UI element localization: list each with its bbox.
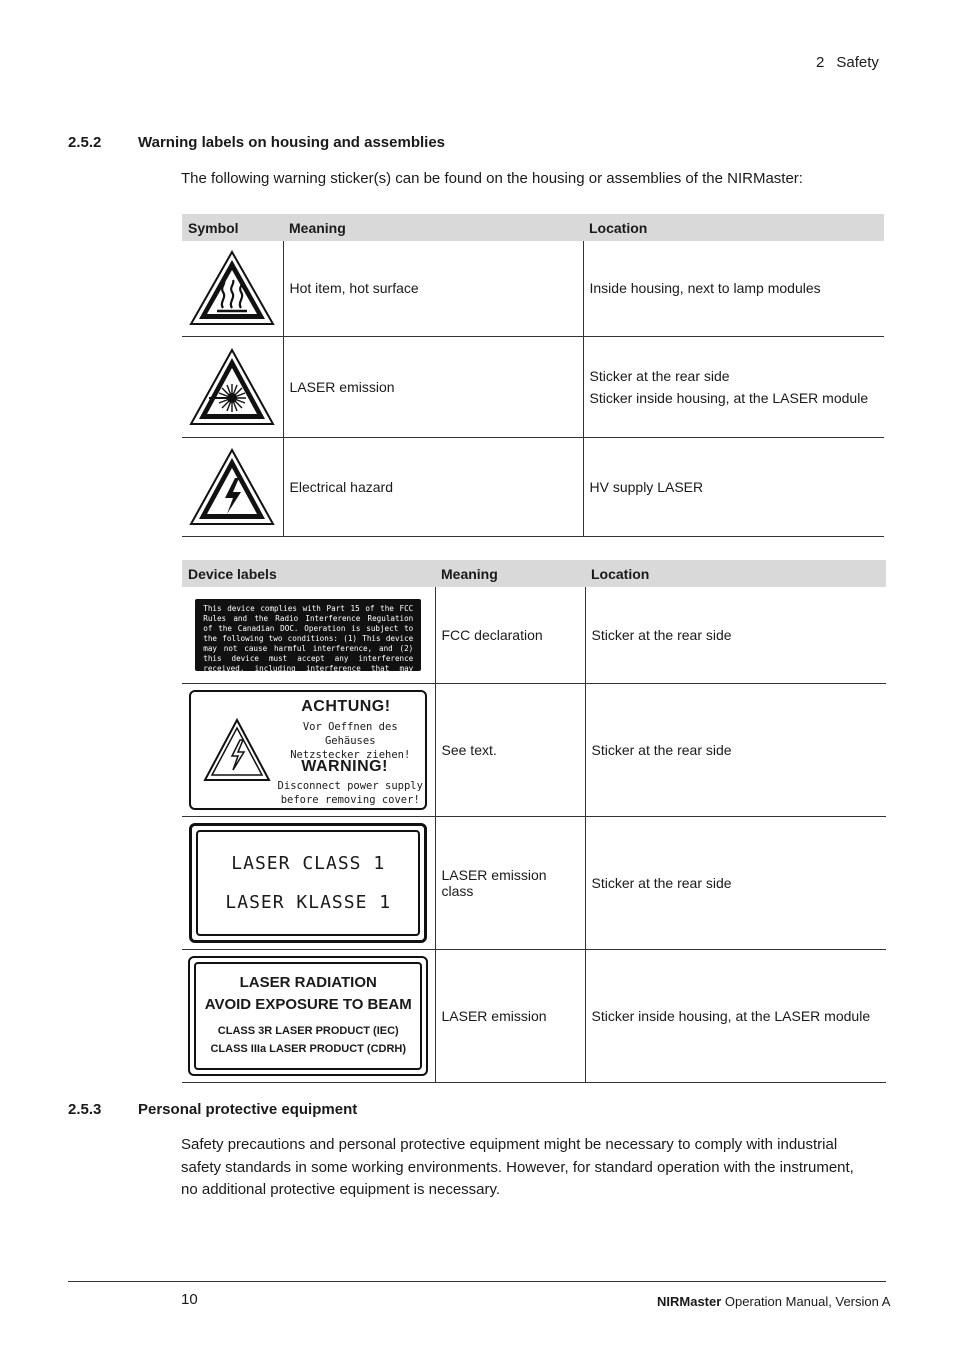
radiation-class-line: CLASS IIIa LASER PRODUCT (CDRH) bbox=[210, 1042, 407, 1055]
fcc-label-image bbox=[182, 599, 435, 683]
laser-class-line: LASER CLASS 1 bbox=[231, 852, 386, 874]
table-row bbox=[182, 437, 884, 536]
location-line: Sticker inside housing, at the LASER module bbox=[589, 389, 869, 406]
section-intro: The following warning sticker(s) can be found on the housing or assemblies of the NIRMaster: bbox=[181, 170, 803, 187]
table-row bbox=[182, 949, 886, 1082]
table-header-row bbox=[182, 214, 884, 241]
electrical-hazard-icon bbox=[182, 448, 283, 526]
label-cell bbox=[182, 683, 435, 816]
product-name: NIRMaster bbox=[657, 1294, 722, 1309]
meaning-cell: FCC declaration bbox=[435, 587, 585, 683]
meaning-cell: See text. bbox=[435, 683, 585, 816]
achtung-text bbox=[275, 720, 425, 762]
table-row bbox=[182, 336, 884, 437]
table-row bbox=[182, 683, 886, 816]
warning-line: Disconnect power supply bbox=[277, 779, 423, 792]
radiation-heading bbox=[196, 972, 420, 1016]
location-line: Sticker at the rear side bbox=[589, 367, 730, 384]
warning-heading: WARNING! bbox=[301, 757, 388, 775]
meaning-cell: LASER emission bbox=[283, 336, 583, 437]
column-header: Meaning bbox=[283, 214, 583, 241]
column-header: Location bbox=[585, 560, 886, 587]
body-line: safety standards in some working environments. However, for standard operation with the instrument, bbox=[181, 1158, 854, 1176]
table-row bbox=[182, 241, 884, 336]
table-row bbox=[182, 816, 886, 949]
symbol-table bbox=[182, 214, 884, 537]
laser-icon bbox=[182, 348, 283, 426]
chapter-number: 2 bbox=[816, 54, 825, 71]
location-cell: Sticker inside housing, at the LASER module bbox=[585, 949, 886, 1082]
manual-title bbox=[657, 1294, 890, 1309]
section-body bbox=[181, 1134, 886, 1202]
meaning-cell: LASER emission class bbox=[435, 816, 585, 949]
meaning-cell: LASER emission bbox=[435, 949, 585, 1082]
radiation-line: LASER RADIATION bbox=[239, 973, 377, 991]
laser-radiation-label-image bbox=[182, 956, 435, 1076]
meaning-cell: Hot item, hot surface bbox=[283, 241, 583, 336]
manual-version: Operation Manual, Version A bbox=[724, 1294, 891, 1309]
achtung-line: Netzstecker ziehen! bbox=[290, 748, 411, 761]
electrical-hazard-icon bbox=[203, 718, 271, 782]
laser-klasse-line: LASER KLASSE 1 bbox=[225, 891, 392, 913]
location-cell: Sticker at the rear side bbox=[585, 816, 886, 949]
label-cell bbox=[182, 949, 435, 1082]
symbol-cell bbox=[182, 336, 283, 437]
location-cell: Sticker at the rear side bbox=[585, 587, 886, 683]
achtung-line: Vor Oeffnen des Gehäuses bbox=[302, 720, 398, 747]
body-line: Safety precautions and personal protective equipment might be necessary to comply with industrial bbox=[181, 1136, 838, 1153]
location-line: HV supply LASER bbox=[589, 478, 704, 495]
section-number: 2.5.2 bbox=[68, 134, 102, 151]
radiation-class bbox=[196, 1022, 420, 1058]
device-labels-table bbox=[182, 560, 886, 1083]
label-cell bbox=[182, 816, 435, 949]
laser-class-label-image bbox=[182, 823, 435, 943]
table-row bbox=[182, 587, 886, 683]
location-cell bbox=[583, 241, 884, 336]
column-header: Device labels bbox=[182, 560, 435, 587]
location-cell: Sticker at the rear side bbox=[585, 683, 886, 816]
chapter-title: Safety bbox=[836, 54, 879, 71]
radiation-class-line: CLASS 3R LASER PRODUCT (IEC) bbox=[217, 1024, 399, 1037]
hot-surface-icon bbox=[182, 250, 283, 326]
radiation-line: AVOID EXPOSURE TO BEAM bbox=[204, 995, 412, 1013]
column-header: Location bbox=[583, 214, 884, 241]
label-cell bbox=[182, 587, 435, 683]
footer-rule bbox=[68, 1281, 886, 1282]
achtung-heading: ACHTUNG! bbox=[301, 697, 391, 715]
warning-text bbox=[275, 779, 425, 807]
location-cell bbox=[583, 336, 884, 437]
meaning-cell: Electrical hazard bbox=[283, 437, 583, 536]
section-title: Warning labels on housing and assemblies bbox=[138, 134, 446, 151]
running-header bbox=[816, 54, 891, 71]
warning-line: before removing cover! bbox=[280, 793, 420, 806]
column-header: Meaning bbox=[435, 560, 585, 587]
fcc-label-text: This device complies with Part 15 of the FCC Rules and the Radio Interference Regulation of the Canadian DOC. Operation is subject to the following two conditions: (1) This device may not cause harmful interference, and (2) this device must accept any interference received, including interference that may cause undesired operation. bbox=[195, 599, 421, 671]
section-title: Personal protective equipment bbox=[138, 1101, 358, 1118]
warning-label-image bbox=[182, 690, 435, 810]
body-line: no additional protective equipment is necessary. bbox=[181, 1181, 501, 1198]
location-cell bbox=[583, 437, 884, 536]
table-header-row bbox=[182, 560, 886, 587]
section-number: 2.5.3 bbox=[68, 1101, 102, 1118]
symbol-cell bbox=[182, 241, 283, 336]
location-line: Inside housing, next to lamp modules bbox=[589, 280, 821, 297]
symbol-cell bbox=[182, 437, 283, 536]
page-number: 10 bbox=[181, 1291, 198, 1308]
column-header: Symbol bbox=[182, 214, 283, 241]
